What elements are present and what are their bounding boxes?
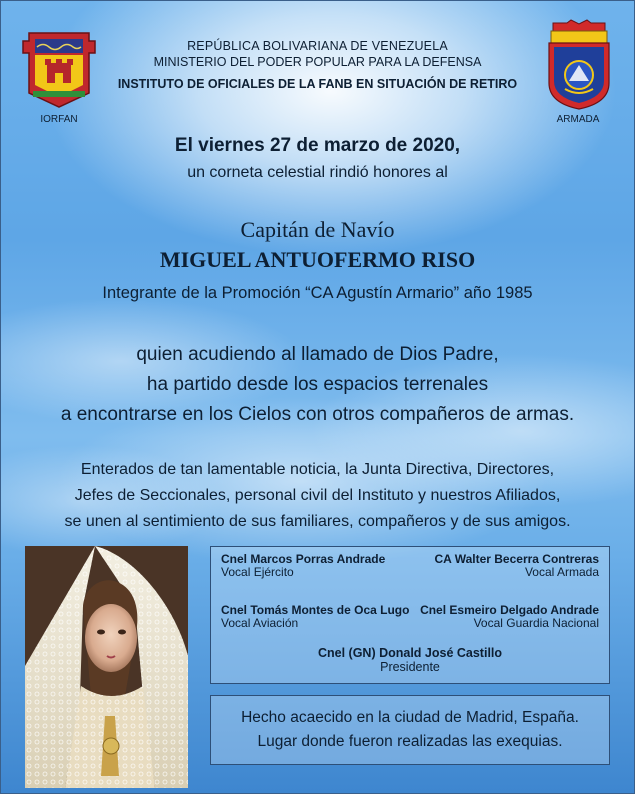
member-name: Cnel Marcos Porras Andrade <box>221 552 386 566</box>
board-president <box>211 646 609 674</box>
place-panel <box>210 695 610 765</box>
member-role: Vocal Armada <box>524 565 599 579</box>
board-members-panel <box>210 546 610 684</box>
president-name: Cnel (GN) Donald José Castillo <box>317 646 503 660</box>
member-name: CA Walter Becerra Contreras <box>434 552 599 566</box>
paragraph-line: quien acudiendo al llamado de Dios Padre, <box>136 344 499 365</box>
condolence-line: Jefes de Seccionales, personal civil del Instituto y nuestros Afiliados, <box>74 487 561 504</box>
intro-line: un corneta celestial rindió honores al <box>187 164 448 181</box>
board-member <box>221 553 421 579</box>
member-role: Vocal Aviación <box>221 616 299 630</box>
member-role: Vocal Guardia Nacional <box>473 616 599 630</box>
virgin-mary-image <box>25 546 188 788</box>
header-institute: INSTITUTO DE OFICIALES DE LA FANB EN SITUACIÓN DE RETIRO <box>117 77 518 91</box>
paragraph-line: a encontrarse en los Cielos con otros compañeros de armas. <box>60 404 575 425</box>
deceased-name: MIGUEL ANTUOFERMO RISO <box>159 247 476 272</box>
iorfan-label: IORFAN <box>40 114 78 125</box>
president-role: Presidente <box>380 660 440 674</box>
member-name: Cnel Tomás Montes de Oca Lugo <box>221 603 410 617</box>
rank-title: Capitán de Navío <box>240 217 395 242</box>
header-republic: REPÚBLICA BOLIVARIANA DE VENEZUELA <box>187 39 448 53</box>
armada-label: ARMADA <box>556 114 600 125</box>
board-member <box>399 604 599 630</box>
date-line: El viernes 27 de marzo de 2020, <box>174 135 461 156</box>
promotion-line: Integrante de la Promoción “CA Agustín Armario” año 1985 <box>102 284 533 302</box>
board-member <box>221 604 421 630</box>
place-line: Lugar donde fueron realizadas las exequias. <box>257 733 563 750</box>
place-line: Hecho acaecido en la ciudad de Madrid, España. <box>241 709 579 726</box>
member-name: Cnel Esmeiro Delgado Andrade <box>420 603 599 617</box>
condolence-line: se unen al sentimiento de sus familiares, compañeros y de sus amigos. <box>64 513 571 530</box>
board-member <box>399 553 599 579</box>
paragraph-line: ha partido desde los espacios terrenales <box>146 374 489 395</box>
member-role: Vocal Ejército <box>221 565 294 579</box>
condolence-line: Enterados de tan lamentable noticia, la Junta Directiva, Directores, <box>80 461 555 478</box>
header-ministry: MINISTERIO DEL PODER POPULAR PARA LA DEFENSA <box>153 55 482 69</box>
